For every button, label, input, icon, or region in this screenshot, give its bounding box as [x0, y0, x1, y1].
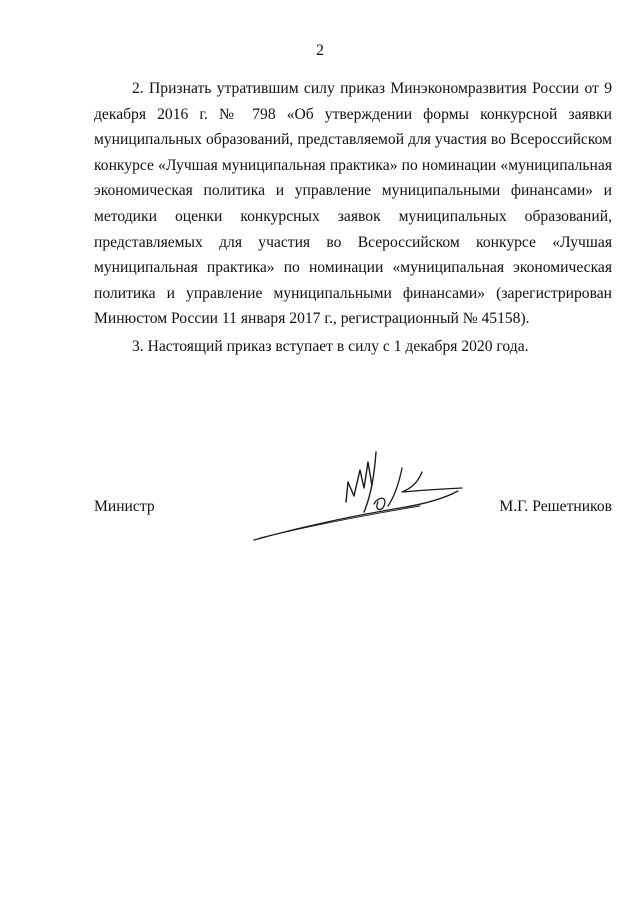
signature-block: [94, 498, 612, 528]
document-body: [94, 76, 612, 360]
paragraph-2: 2. Признать утратившим силу приказ Минэкономразвития России от 9 декабря 2016 г. № 798 «Об утверждении формы конкурсной заявки муниципальных образований, представляемой для участия во Всероссийском конкурсе «Лучшая муниципальная практика» по номинации «муниципальная экономическая политика и управление муниципальными финансами» и методики оценки конкурсных заявок муниципальных образований, представляемых для участия во Всероссийском конкурсе «Лучшая муниципальная практика» по номинации «муниципальная экономическая политика и управление муниципальными финансами» (зарегистрирован Минюстом России 11 января 2017 г., регистрационный № 45158).: [94, 80, 612, 328]
page-number: 2: [316, 42, 324, 59]
paragraph-3: 3. Настоящий приказ вступает в силу с 1 декабря 2020 года.: [132, 337, 529, 355]
signatory-role: Министр: [94, 498, 155, 515]
handwritten-signature: [250, 446, 465, 546]
signatory-name: М.Г. Решетников: [499, 498, 612, 515]
